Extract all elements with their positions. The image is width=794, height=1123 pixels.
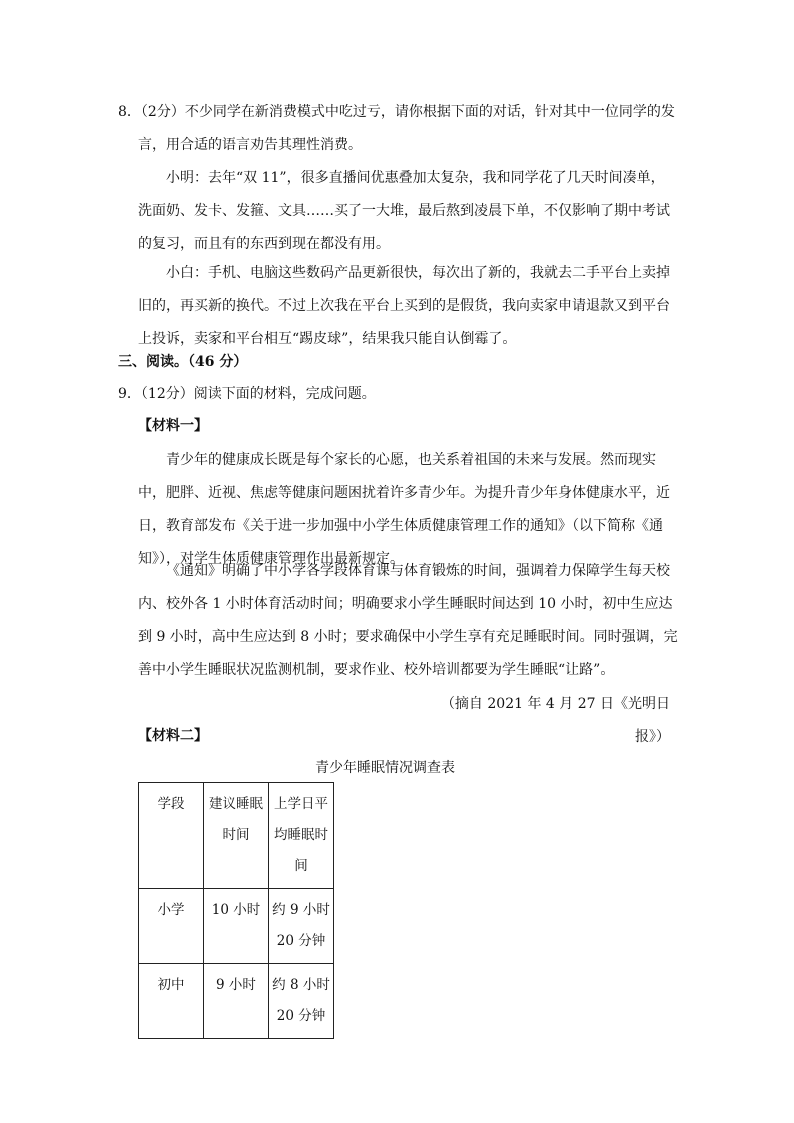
table-cell: 小学 xyxy=(139,889,204,964)
table-title: 青少年睡眠情况调查表 xyxy=(315,760,455,776)
table-cell: 9 小时 xyxy=(204,964,269,1039)
q9-prompt: 阅读下面的材料，完成问题。 xyxy=(193,386,376,402)
table-header-cell: 学段 xyxy=(139,783,204,889)
sleep-survey-table xyxy=(138,782,334,1039)
q9-heading xyxy=(118,378,678,411)
material2-label: 【材料二】 xyxy=(138,728,208,744)
section-title: 三、阅读。（46 分） xyxy=(118,354,248,370)
q8-score: （2分） xyxy=(140,104,185,120)
q8-heading xyxy=(118,96,678,129)
material1-paragraph2: 《通知》明确了中小学各学段体育课与体育锻炼的时间，强调着力保障学生每天校内、校外各 1 小时体育活动时间；明确要求小学生睡眠时间达到 10 小时，初中生应达到 9 小时，高中生应达到 8 小时；要求确保中小学生享有充足睡眠时间。同时强调，完善中小学生睡眠状况监测机制，要求作业、校外培训都要为学生睡眠“让路”。 xyxy=(138,563,678,678)
q8-prompt-line2: 言，用合适的语言劝告其理性消费。 xyxy=(138,137,362,153)
material1-paragraph1: 青少年的健康成长既是每个家长的心愿，也关系着祖国的未来与发展。然而现实中，肥胖、近视、焦虑等健康问题困扰着许多青少年。为提升青少年身体健康水平，近日，教育部发布《关于进一步加强中小学生体质健康管理工作的通知》（以下简称《通知》），对学生体质健康管理作出最新规定。 xyxy=(138,452,670,567)
q8-prompt-line1: 不少同学在新消费模式中吃过亏，请你根据下面的对话，针对其中一位同学的发 xyxy=(184,104,675,120)
table-row xyxy=(139,889,334,964)
table-cell: 10 小时 xyxy=(204,889,269,964)
q9-number: 9． xyxy=(118,386,141,402)
table-cell: 初中 xyxy=(139,964,204,1039)
q8-number: 8． xyxy=(118,104,141,120)
table-cell: 约 8 小时 20 分钟 xyxy=(269,964,334,1039)
q8-xiaobai-dialogue: 小白：手机、电脑这些数码产品更新很快，每次出了新的，我就去二手平台上卖掉旧的，再买新的换代。不过上次我在平台上买到的是假货，我向卖家申请退款又到平台上投诉，卖家和平台相互“踢皮球”，结果我只能自认倒霉了。 xyxy=(138,265,670,347)
table-header-cell: 建议睡眠时间 xyxy=(204,783,269,889)
table-header-cell: 上学日平均睡眠时间 xyxy=(269,783,334,889)
table-row xyxy=(139,964,334,1039)
table-cell: 约 9 小时 20 分钟 xyxy=(269,889,334,964)
q9-score: （12分） xyxy=(140,386,194,402)
material1-label: 【材料一】 xyxy=(138,418,208,434)
table-header-row xyxy=(139,783,334,889)
material1-source: （摘自 2021 年 4 月 27 日《光明日报》） xyxy=(440,696,670,745)
q8-xiaoming-dialogue: 小明：去年“双 11”，很多直播间优惠叠加太复杂，我和同学花了几天时间凑单，洗面奶、发卡、发箍、文具……买了一大堆，最后熬到凌晨下单，不仅影响了期中考试的复习，而且有的东西到现在都没有用。 xyxy=(138,170,670,252)
